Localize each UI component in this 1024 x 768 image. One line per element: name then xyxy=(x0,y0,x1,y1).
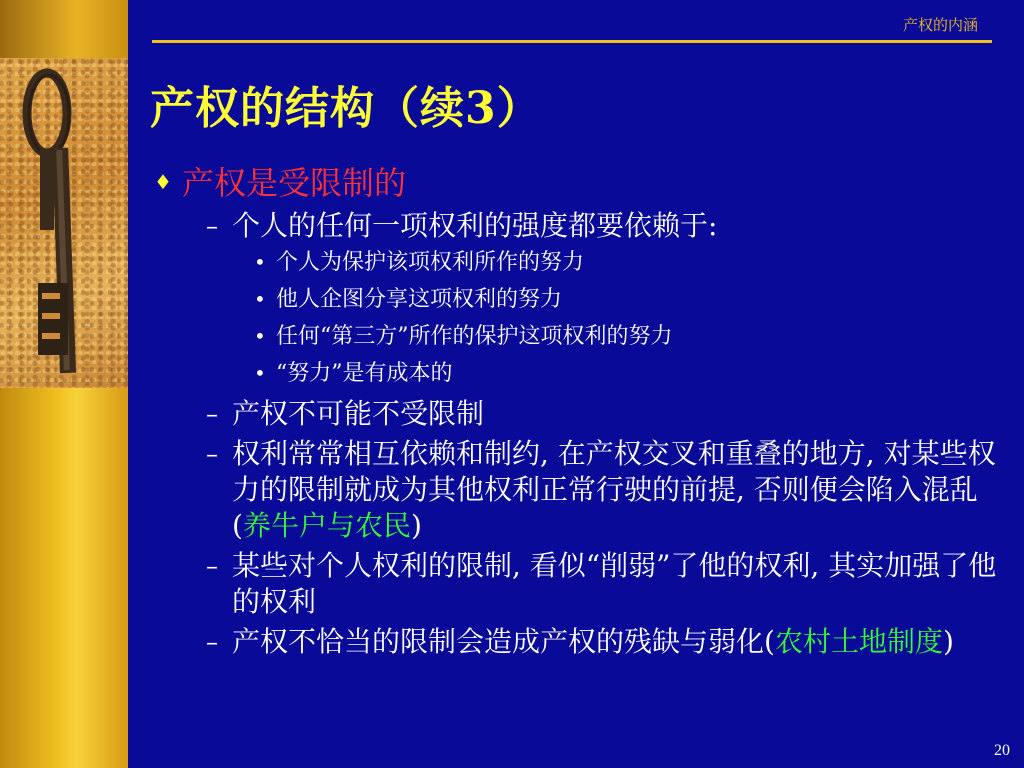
section-label: 产权的内涵 xyxy=(902,16,978,34)
sub-item-2 xyxy=(150,396,1000,432)
key-photo xyxy=(0,58,128,388)
detail-item xyxy=(150,318,1000,355)
dot-bullet-icon: • xyxy=(254,361,266,385)
detail-item xyxy=(150,355,1000,392)
sub-item-5 xyxy=(150,624,1000,660)
highlight-text: 养牛户与农民 xyxy=(242,509,411,542)
slide-content xyxy=(150,158,1000,660)
dot-bullet-icon: • xyxy=(254,250,266,274)
left-band-top-shade xyxy=(0,0,128,58)
detail-item xyxy=(150,244,1000,281)
closing-paren: ) xyxy=(410,509,422,542)
sub-item-text: 产权不恰当的限制会造成产权的残缺与弱化( xyxy=(232,625,775,658)
sub-item-3 xyxy=(150,436,1000,544)
heading-text: 产权是受限制的 xyxy=(182,164,407,202)
sub-item-1 xyxy=(150,208,1000,244)
sub-item-text: 权利常常相互依赖和制约, 在产权交叉和重叠的地方, 对某些权力的限制就成为其他权利正常行驶的前提, 否则便会陷入混乱( xyxy=(232,437,996,542)
page-number: 20 xyxy=(994,742,1010,759)
dot-bullet-icon: • xyxy=(254,324,266,348)
highlight-text: 农村土地制度 xyxy=(774,625,943,658)
detail-text: 他人企图分享这项权利的努力 xyxy=(276,287,563,312)
header-divider xyxy=(152,40,992,43)
iron-key-icon xyxy=(0,58,128,388)
detail-text: 任何“第三方”所作的保护这项权利的努力 xyxy=(276,324,673,349)
sub-item-4 xyxy=(150,548,1000,620)
dash-icon: – xyxy=(206,400,218,428)
detail-text: 个人为保护该项权利所作的努力 xyxy=(276,250,585,275)
left-decor-band xyxy=(0,0,128,768)
dot-bullet-icon: • xyxy=(254,287,266,311)
sub-item-text: 个人的任何一项权利的强度都要依赖于: xyxy=(232,209,718,242)
sub-item-text: 产权不可能不受限制 xyxy=(232,397,485,430)
dash-icon: – xyxy=(206,212,218,240)
dash-icon: – xyxy=(206,440,218,468)
closing-paren: ) xyxy=(942,625,954,658)
dash-icon: – xyxy=(206,552,218,580)
dash-icon: – xyxy=(206,628,218,656)
sub-item-text: 某些对个人权利的限制, 看似“削弱”了他的权利, 其实加强了他的权利 xyxy=(232,549,997,618)
bullet-heading xyxy=(150,158,1000,204)
detail-item xyxy=(150,281,1000,318)
slide-title: 产权的结构（续3） xyxy=(150,83,542,134)
diamond-bullet-icon: ♦ xyxy=(154,170,172,194)
detail-text: “努力”是有成本的 xyxy=(276,361,453,386)
